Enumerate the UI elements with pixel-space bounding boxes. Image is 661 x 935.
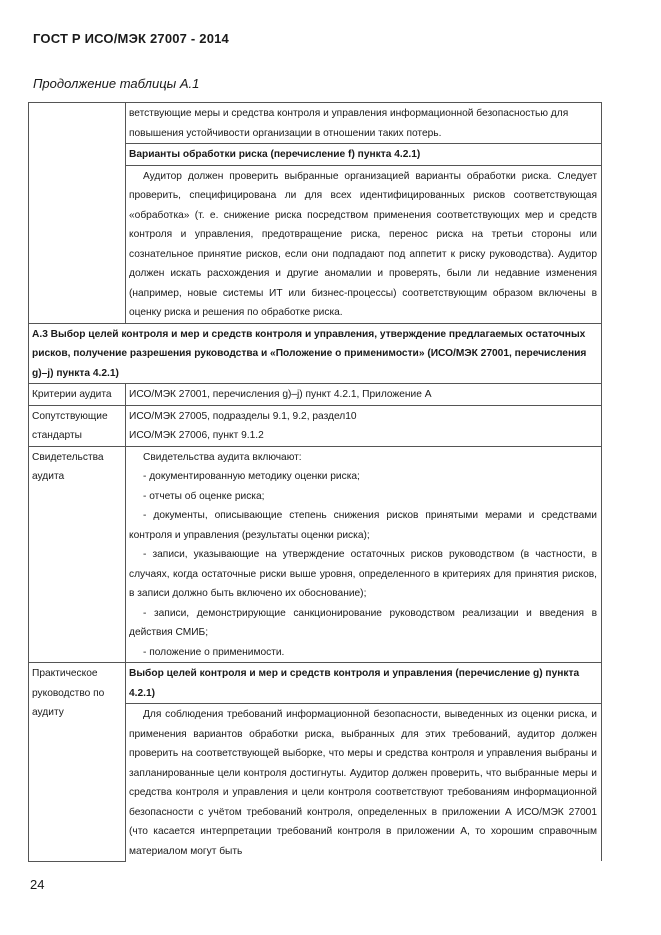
continued-text: ветствующие меры и средства контроля и управления информационной безопасностью для повышения устойчивости организации в отношении таких потерь. bbox=[129, 108, 569, 139]
evidence-item: - документы, описывающие степень снижения рисков принятыми мерами и средствами контроля и управления (результаты оценки риска); bbox=[129, 510, 597, 541]
table-row bbox=[29, 663, 602, 704]
table-row bbox=[29, 384, 602, 406]
table-row bbox=[29, 323, 602, 384]
guidance-cell bbox=[126, 704, 602, 862]
evidence-label: Свидетельства аудита bbox=[29, 446, 126, 663]
empty-label-cell bbox=[29, 103, 126, 324]
guidance-text: Для соблюдения требований информационной безопасности, выведенных из оценки риска, и применения вариантов обработки риска, выбранных для этих требований, аудитор должен проверить на соответствующей выборке, что меры и средства контроля и управления выбраны и запланированные цели контроля достигнуты. Аудитор должен проверить, что выбранные меры и средства контроля и управления и цели контроля соответствуют требованиям информационной безопасности с учётом требований контроля, определенных в приложении А ИСО/МЭК 27001 (что касается интерпретации требований контроля в приложении А, то хорошим справочным материалом могут быть bbox=[129, 709, 597, 857]
criteria-label: Критерии аудита bbox=[29, 384, 126, 406]
evidence-intro: Свидетельства аудита включают: bbox=[143, 451, 302, 463]
table-row bbox=[29, 446, 602, 663]
audit-table bbox=[28, 102, 602, 862]
table-row bbox=[29, 405, 602, 446]
criteria-value: ИСО/МЭК 27001, перечисления g)–j) пункт 4.2.1, Приложение А bbox=[126, 384, 602, 406]
standards-value: ИСО/МЭК 27006, пункт 9.1.2 bbox=[129, 430, 264, 441]
evidence-item: - документированную методику оценки риска; bbox=[143, 471, 360, 482]
risk-options-title: Варианты обработки риска (перечисление f) пункта 4.2.1) bbox=[126, 144, 602, 166]
page-number: 24 bbox=[30, 877, 45, 892]
risk-options-text: Аудитор должен проверить выбранные организацией варианты обработки риска. Следует проверить, специфицирована ли для всех идентифицированных рисков соответствующая «обработка» (т. е. снижение риска посредством применения соответствующих мер и средств контроля и управления, предотвращение риска, перенос риска на третьи стороны или сознательное принятие рисков, если они подпадают под аппетит к риску руководства). Аудитор должен искать расхождения и другие аномалии и проверять, были ли недавние изменения (например, новые системы ИТ или бизнес-процессы) соответствующим образом включены в оценку риска и решения по обработке риска. bbox=[129, 170, 597, 318]
evidence-item: - положение о применимости. bbox=[143, 646, 285, 658]
section-a3-title: А.3 Выбор целей контроля и мер и средств контроля и управления, утверждение предлагаемых остаточных рисков, получение разрешения руководства и «Положение о применимости» (ИСО/МЭК 27001, перечисления g)–j) пункта 4.2.1) bbox=[29, 323, 602, 384]
table-row bbox=[29, 103, 602, 144]
risk-options-cell bbox=[126, 165, 602, 323]
document-header: ГОСТ Р ИСО/МЭК 27007 - 2014 bbox=[33, 31, 229, 46]
guidance-title: Выбор целей контроля и мер и средств контроля и управления (перечисление g) пункта 4.2.1) bbox=[126, 663, 602, 704]
table-caption: Продолжение таблицы А.1 bbox=[33, 76, 200, 91]
standards-value: ИСО/МЭК 27005, подразделы 9.1, 9.2, раздел10 bbox=[129, 410, 357, 422]
standards-label: Сопутствующие стандарты bbox=[29, 405, 126, 446]
evidence-cell bbox=[126, 446, 602, 663]
evidence-item: - записи, указывающие на утверждение остаточных рисков руководством (в частности, в случаях, когда остаточные риски выше уровня, определенного в критериях для принятия рисков, в записи должно быть включено их обоснование); bbox=[129, 549, 597, 599]
evidence-item: - отчеты об оценке риска; bbox=[143, 490, 265, 502]
standards-cell bbox=[126, 405, 602, 446]
continued-text-cell bbox=[126, 103, 602, 144]
evidence-item: - записи, демонстрирующие санкционирование руководством реализации и введения в действия СМИБ; bbox=[129, 607, 597, 638]
guidance-label: Практическое руководство по аудиту bbox=[29, 663, 126, 862]
